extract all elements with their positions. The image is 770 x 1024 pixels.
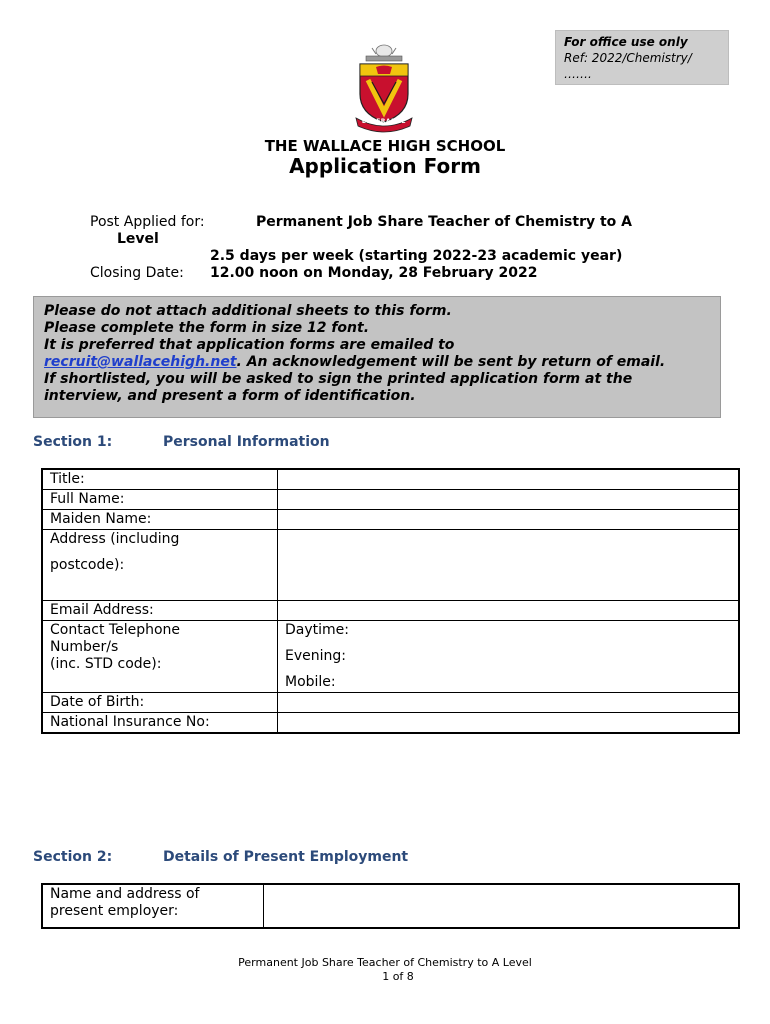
notice-line-4: . An acknowledgement will be sent by return of email. — [236, 354, 666, 370]
closing-date-value: 12.00 noon on Monday, 28 February 2022 — [210, 265, 538, 281]
notice-line-2: Please complete the form in size 12 font. — [44, 320, 370, 336]
address-label-line-2: postcode): — [50, 557, 125, 573]
table-row — [42, 530, 739, 601]
form-title: Application Form — [289, 154, 481, 178]
office-use-dots: ……. — [564, 67, 592, 81]
address-label-line-1: Address (including — [50, 531, 180, 547]
employer-label-line-1: Name and address of — [50, 886, 200, 902]
post-applied-label: Post Applied for: — [90, 214, 205, 230]
post-hours: 2.5 days per week (starting 2022-23 academic year) — [210, 248, 623, 264]
school-name: THE WALLACE HIGH SCHOOL — [264, 137, 506, 155]
phone-field[interactable] — [278, 621, 740, 693]
full-name-label: Full Name: — [42, 490, 278, 510]
office-use-box — [555, 30, 729, 85]
daytime-label: Daytime: — [285, 622, 349, 638]
table-row — [42, 601, 739, 621]
table-row — [42, 621, 739, 693]
ni-label: National Insurance No: — [42, 713, 278, 734]
table-row — [42, 713, 739, 734]
phone-label-line-3: (inc. STD code): — [50, 656, 162, 672]
office-use-heading: For office use only — [564, 35, 688, 49]
table-row — [42, 510, 739, 530]
footer-title: Permanent Job Share Teacher of Chemistry to A Level — [238, 956, 532, 969]
section-1-number: Section 1: — [33, 434, 113, 450]
full-name-field[interactable] — [278, 490, 740, 510]
title-field[interactable] — [278, 469, 740, 490]
dob-field[interactable] — [278, 693, 740, 713]
notice-line-3: It is preferred that application forms are emailed to — [44, 337, 455, 353]
section-2-title: Details of Present Employment — [163, 849, 409, 865]
notice-line-1: Please do not attach additional sheets to this form. — [44, 303, 452, 319]
table-row — [42, 693, 739, 713]
post-applied-value-cont: Level — [117, 231, 159, 247]
mobile-label: Mobile: — [285, 674, 336, 690]
page-footer — [0, 956, 770, 984]
ni-field[interactable] — [278, 713, 740, 734]
closing-date-label: Closing Date: — [90, 265, 184, 281]
employment-table — [41, 883, 740, 929]
post-applied-value: Permanent Job Share Teacher of Chemistry to A — [256, 214, 633, 230]
page-number: 1 of 8 — [382, 970, 414, 983]
table-row — [42, 490, 739, 510]
table-row — [42, 884, 739, 928]
maiden-name-field[interactable] — [278, 510, 740, 530]
employer-label-line-2: present employer: — [50, 903, 179, 919]
email-label: Email Address: — [42, 601, 278, 621]
notice-line-5: If shortlisted, you will be asked to sign the printed application form at the interview, and present a form of identification. — [44, 371, 633, 404]
crest-motto: ESPERANCE — [361, 118, 407, 125]
evening-label: Evening: — [285, 648, 346, 664]
maiden-name-label: Maiden Name: — [42, 510, 278, 530]
recruit-email-link[interactable]: recruit@wallacehigh.net — [44, 354, 237, 370]
employer-label — [42, 884, 264, 928]
dob-label: Date of Birth: — [42, 693, 278, 713]
address-field[interactable] — [278, 530, 740, 601]
personal-info-table — [41, 468, 740, 734]
instructions-notice — [33, 296, 721, 418]
email-field[interactable] — [278, 601, 740, 621]
address-label — [42, 530, 278, 601]
phone-label-line-1: Contact Telephone — [50, 622, 181, 638]
phone-label — [42, 621, 278, 693]
section-2-number: Section 2: — [33, 849, 113, 865]
phone-label-line-2: Number/s — [50, 639, 119, 655]
title-label: Title: — [42, 469, 278, 490]
section-1-title: Personal Information — [163, 434, 330, 450]
office-use-ref: Ref: 2022/Chemistry/ — [564, 51, 692, 65]
employer-field[interactable] — [264, 884, 740, 928]
table-row — [42, 469, 739, 490]
